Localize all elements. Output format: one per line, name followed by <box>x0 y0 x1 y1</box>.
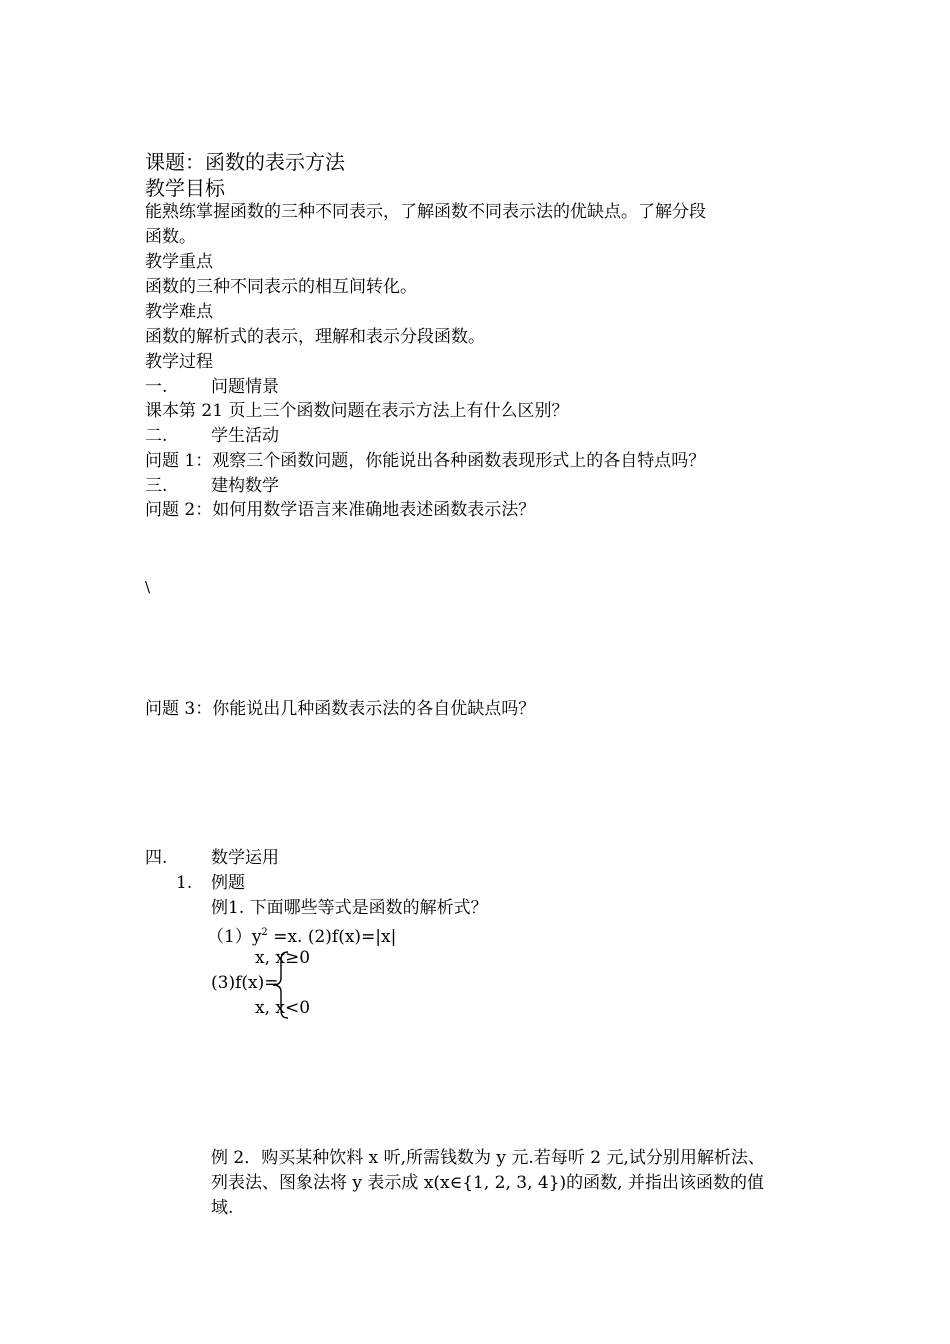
key-heading: 教学重点 <box>145 252 213 272</box>
example-1-items-1-2 <box>207 921 396 949</box>
difficulty-heading: 教学难点 <box>145 302 213 322</box>
section-4-title: 数学运用 <box>211 848 279 868</box>
example-1-item-1-rest: =x. (2)f(x)=|x| <box>267 927 397 947</box>
example-1-item-1-prefix: （1）y <box>207 927 262 947</box>
section-1-title: 问题情景 <box>211 377 279 397</box>
process-heading: 教学过程 <box>145 352 213 372</box>
piecewise-case-2: x, x<0 <box>255 998 311 1018</box>
section-1-text: 课本第 21 页上三个函数问题在表示方法上有什么区别？ <box>145 401 569 421</box>
section-4-heading <box>145 846 279 870</box>
example-1-prompt: 例1. 下面哪些等式是函数的解析式？ <box>211 898 488 918</box>
goal-heading: 教学目标 <box>145 176 225 200</box>
section-3-number: 三. <box>145 476 168 496</box>
exponent: 2 <box>261 927 268 938</box>
piecewise-brace <box>270 950 292 1020</box>
section-2-number: 二. <box>145 426 168 446</box>
example-2-line-2: 列表法、图象法将 y 表示成 x(x∈{1, 2, 3, 4})的函数, 并指出该函数的值 <box>211 1173 764 1193</box>
section-3-title: 建构数学 <box>211 476 279 496</box>
difficulty-text: 函数的解析式的表示，理解和表示分段函数。 <box>145 327 485 347</box>
question-3: 问题 3：你能说出几种函数表示法的各自优缺点吗？ <box>145 699 536 719</box>
example-2-line-1: 例 2．购买某种饮料 x 听,所需钱数为 y 元.若每听 2 元,试分别用解析法、 <box>211 1148 765 1168</box>
goal-text-line-2: 函数。 <box>145 227 196 247</box>
section-4-number: 四. <box>145 848 168 868</box>
subsection-1-title: 例题 <box>211 873 245 893</box>
key-text: 函数的三种不同表示的相互间转化。 <box>145 277 417 297</box>
section-1-heading <box>145 375 279 399</box>
question-2: 问题 2：如何用数学语言来准确地表述函数表示法？ <box>145 500 536 520</box>
section-2-heading <box>145 424 279 448</box>
example-2-line-3: 域. <box>211 1198 234 1218</box>
subsection-1-heading <box>176 871 245 895</box>
example-1-item-3: (3)f(x)= <box>211 973 279 993</box>
stray-backslash: \ <box>145 578 151 596</box>
section-1-number: 一. <box>145 377 168 397</box>
lesson-title: 课题：函数的表示方法 <box>145 150 345 174</box>
section-3-heading <box>145 474 279 498</box>
subsection-1-number: 1. <box>176 873 193 893</box>
question-1: 问题 1：观察三个函数问题，你能说出各种函数表现形式上的各自特点吗？ <box>145 451 706 471</box>
goal-text-line-1: 能熟练掌握函数的三种不同表示，了解函数不同表示法的优缺点。了解分段 <box>145 202 706 222</box>
piecewise-case-1: x, x≥0 <box>255 948 311 968</box>
section-2-title: 学生活动 <box>211 426 279 446</box>
